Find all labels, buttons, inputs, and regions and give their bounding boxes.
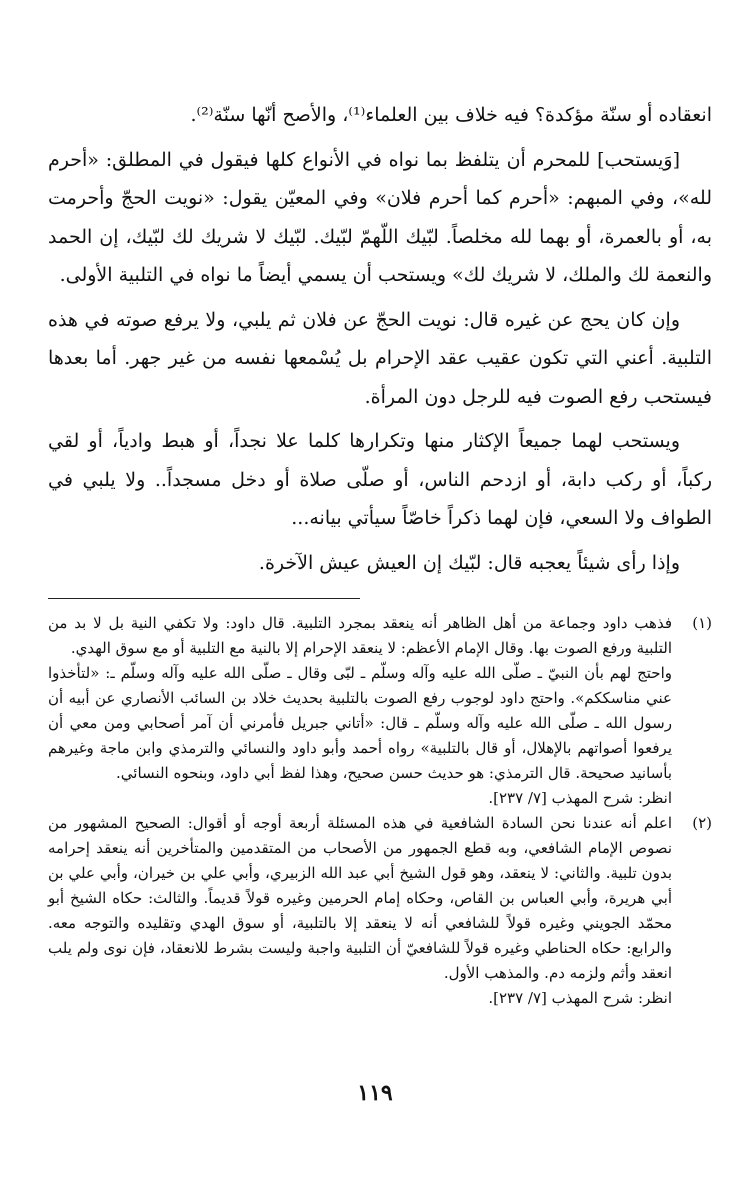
- footnote-paragraph: اعلم أنه عندنا نحن السادة الشافعية في هذه المسئلة أربعة أوجه أو أقوال: الصحيح المشهور من نصوص الإمام الشافعي، وبه قطع الجمهور من الأصحاب من المتقدمين والمتأخرين أنه ينعقد إحرامه بدون تلبية. والثاني: لا ينعقد، وهو قول الشيخ أبي عبد الله الزبيري، وأبي علي بن خيران، وأبي علي بن أبي هريرة، وأبي العباس بن القاص، وحكاه إمام الحرمين وغيره قولاً قديماً. والثالث: حكاه الشيخ أبو محمّد الجويني وغيره قولاً للشافعي أنه لا ينعقد إلا بالتلبية، أو سوق الهدي وتقليده والتوجه معه. والرابع: حكاه الحناطي وغيره قولاً للشافعيّ أن التلبية واجبة وليست بشرط للانعقاد، فإن نوى ولم يلب انعقد وأثم ولزمه دم. والمذهب الأول.: [48, 814, 672, 982]
- main-paragraph-5: وإذا رأى شيئاً يعجبه قال: لبّيك إن العيش عيش الآخرة.: [258, 551, 680, 574]
- footnote-1: [48, 611, 712, 811]
- main-paragraph-4: ويستحب لهما جميعاً الإكثار منها وتكرارها كلما علا نجداً، أو هبط وادياً، أو لقي ركباً، أو ركب دابة، أو ازدحم الناس، أو صلّى صلاة أو دخل مسجداً.. ولا يلبي في الطواف ولا السعي، فإن لهما ذكراً خاصّاً سيأتي بيانه...: [48, 430, 712, 529]
- footnote-2: [48, 811, 712, 1011]
- book-page: [48, 96, 712, 1011]
- footnote-separator: [48, 598, 360, 599]
- footnote-body: [48, 811, 672, 1011]
- footnote-number: (٢): [692, 814, 712, 832]
- footnote-number: (١): [692, 614, 712, 632]
- footnote-paragraph: فذهب داود وجماعة من أهل الظاهر أنه ينعقد بمجرد التلبية. قال داود: ولا تكفي النية بل لا بد من التلبية ورفع الصوت بها. وقال الإمام الأعظم: لا ينعقد الإحرام إلا بالنية مع التلبية أو مع سوق الهدي.: [48, 614, 672, 657]
- main-paragraph-3: وإن كان يحج عن غيره قال: نويت الحجّ عن فلان ثم يلبي، ولا يرفع صوته في هذه التلبية. أعني التي تكون عقيب عقد الإحرام بل يُسْمعها نفسه من غير جهر. أما بعدها فيستحب رفع الصوت فيه للرجل دون المرأة.: [48, 308, 712, 408]
- footnote-reference: انظر: شرح المهذب [٧/ ٢٣٧].: [488, 789, 672, 807]
- footnote-body: [48, 611, 672, 811]
- page-number: ١١٩: [357, 1080, 393, 1106]
- main-paragraph-1: انعقاده أو سنّة مؤكدة؟ فيه خلاف بين العلماء⁽¹⁾، والأصح أنّها سنّة⁽²⁾.: [190, 104, 712, 126]
- main-paragraph-2: [وَيستحب] للمحرم أن يتلفظ بما نواه في الأنواع كلها فيقول في المطلق: «أحرم لله»، وفي المبهم: «أحرم كما أحرم فلان» وفي المعيّن يقول: «نويت الحجّ وأحرمت به، أو بالعمرة، أو بهما لله مخلصاً. لبّيك اللّهمّ لبّيك. لبّيك لا شريك لك لبّيك، إن الحمد والنعمة لك والملك، لا شريك لك» ويستحب أن يسمي أيضاً ما نواه في التلبية الأولى.: [48, 148, 712, 286]
- footnote-paragraph: واحتج لهم بأن النبيّ ـ صلّى الله عليه وآله وسلّم ـ لبّى وقال ـ صلّى الله عليه وآله وسلّم ـ: «لتأخذوا عني مناسككم». واحتج داود لوجوب رفع الصوت بالتلبية بحديث خلاد بن السائب الأنصاري عن أبيه أن رسول الله ـ صلّى الله عليه وآله وسلّم ـ قال: «أتاني جبريل فأمرني أن آمر أصحابي ومن معي أن يرفعوا أصواتهم بالإهلال، أو قال بالتلبية» رواه أحمد وأبو داود والنسائي والترمذي وابن ماجة وغيرهم بأسانيد صحيحة. قال الترمذي: هو حديث حسن صحيح، وهذا لفظ أبي داود، وبنحوه النسائي.: [48, 664, 672, 782]
- footnote-reference: انظر: شرح المهذب [٧/ ٢٣٧].: [488, 989, 672, 1007]
- main-text: [48, 96, 712, 582]
- footnotes: [48, 611, 712, 1011]
